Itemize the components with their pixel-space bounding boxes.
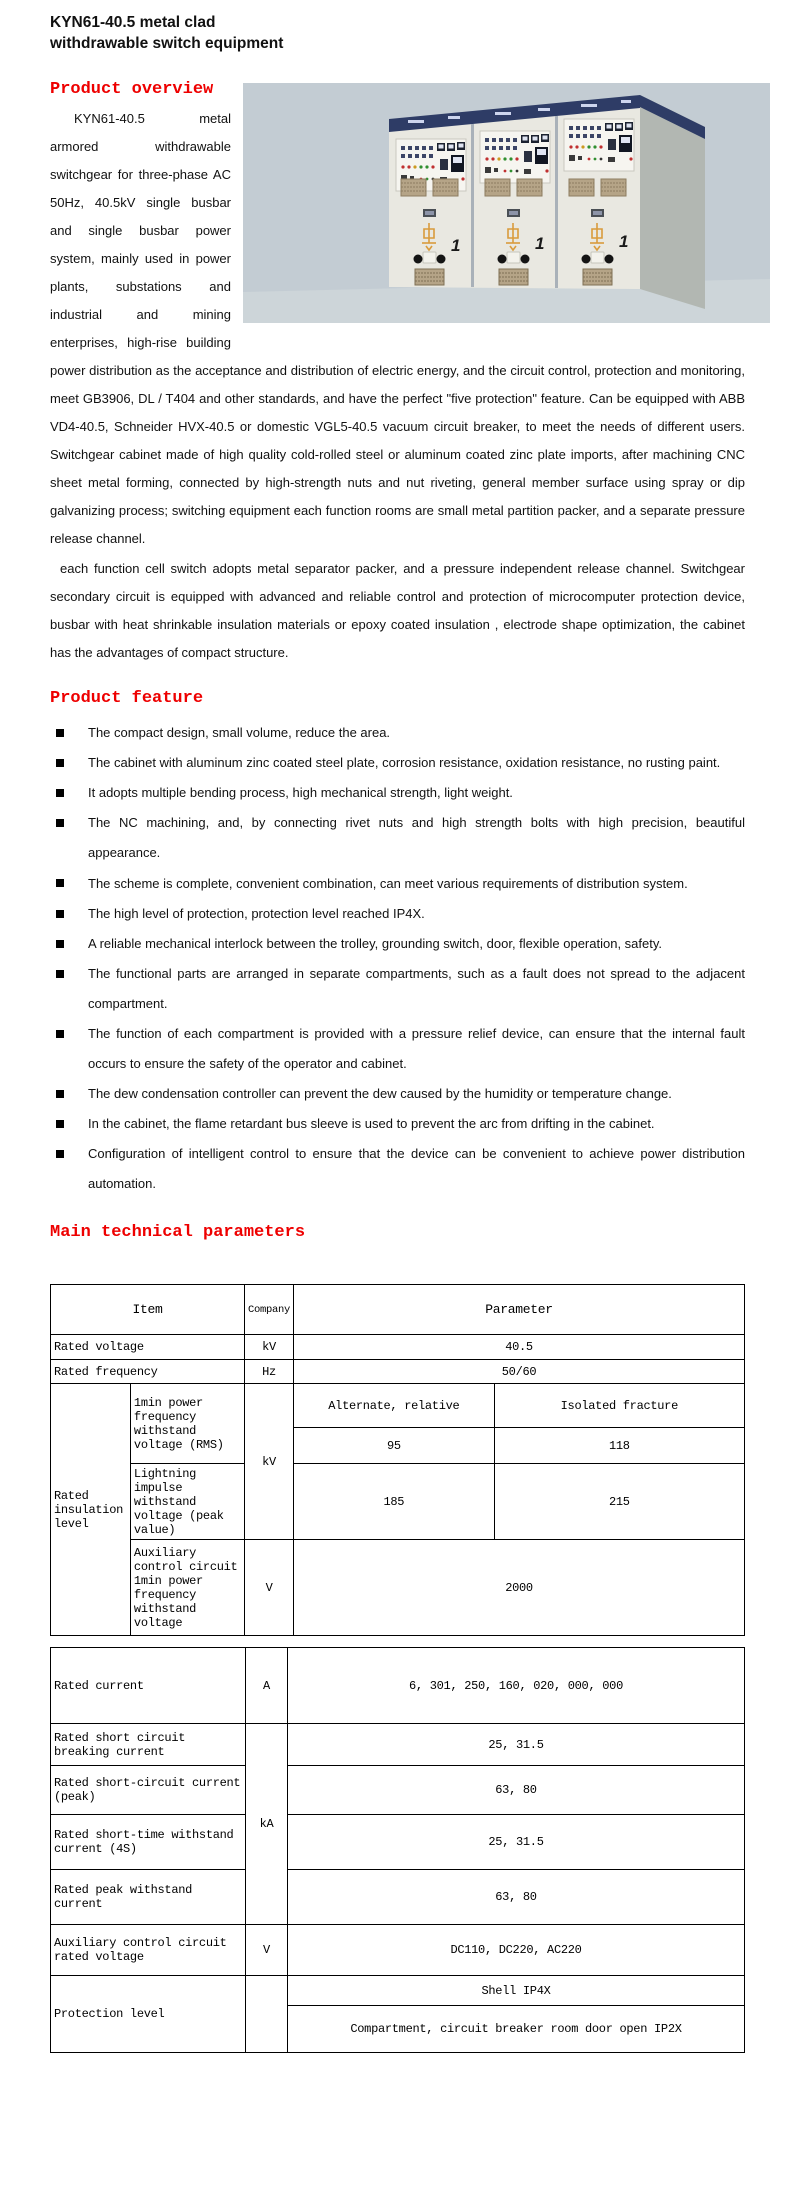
overview-paragraph-1: KYN61-40.5 metal armored withdrawable switchgear for three-phase AC 50Hz, 40.5kV single busbar and single busbar power system, mainly used in power plants, substations and industrial and mining enterprises, high-rise building power distribution as the acceptance and distribution of electric energy, and the circuit control, protection and monitoring, meet GB3906, DL / T404 and other standards, and have the perfect "five protection" feature. Can be equipped with ABB VD4-40.5, Schneider HVX-40.5 or domestic VGL5-40.5 vacuum circuit breaker, to meet the needs of different users. Switchgear cabinet made of high quality cold-rolled steel or aluminum coated zinc plate imports, after machining CNC sheet metal forming, connected by high-strength nuts and nut riveting, general member surface using spray or dip galvanizing process; switching equipment each function rooms are small metal partition packer, and a separate pressure release channel. bbox=[50, 111, 745, 546]
cell-withstand-current-value: 25, 31.5 bbox=[288, 1815, 745, 1870]
feature-item-label: The high level of protection, protection level reached IP4X. bbox=[88, 906, 425, 921]
bullet-square-icon bbox=[56, 940, 64, 948]
product-photo bbox=[243, 83, 770, 323]
cabinet-number-label: 1 bbox=[535, 234, 545, 253]
feature-item bbox=[54, 1079, 745, 1109]
cell-aux-voltage-value: DC110, DC220, AC220 bbox=[288, 1925, 745, 1976]
feature-item bbox=[54, 959, 745, 1019]
feature-item-label: In the cabinet, the flame retardant bus sleeve is used to prevent the arc from drifting in the cabinet. bbox=[88, 1116, 655, 1131]
cell-rms-isolated: 118 bbox=[494, 1428, 744, 1464]
bullet-square-icon bbox=[56, 1120, 64, 1128]
cell-aux-voltage: Auxiliary control circuit rated voltage bbox=[51, 1925, 246, 1976]
cell-peak-current-value: 63, 80 bbox=[288, 1766, 745, 1815]
parameters-table-2 bbox=[50, 1647, 745, 2053]
cell-breaking-current-value: 25, 31.5 bbox=[288, 1724, 745, 1766]
cell-protection-unit-empty bbox=[246, 1976, 288, 2053]
cell-peak-current: Rated short-circuit current (peak) bbox=[51, 1766, 246, 1815]
cell-insulation-aux: Auxiliary control circuit 1min power frequency withstand voltage bbox=[130, 1540, 244, 1636]
cell-rated-current-value: 6, 301, 250, 160, 020, 000, 000 bbox=[288, 1648, 745, 1724]
cell-insulation-label: Rated insulation level bbox=[51, 1384, 131, 1636]
page-title-line1: KYN61-40.5 metal clad bbox=[50, 14, 216, 31]
header-company: Company bbox=[245, 1285, 294, 1335]
header-item: Item bbox=[51, 1285, 245, 1335]
cell-insulation-impulse: Lightning impulse withstand voltage (peak value) bbox=[130, 1464, 244, 1540]
feature-item-label: The NC machining, and, by connecting rivet nuts and high strength bolts with high precision, beautiful appearance. bbox=[88, 815, 745, 860]
bullet-square-icon bbox=[56, 970, 64, 978]
cell-rated-voltage-unit: kV bbox=[245, 1335, 294, 1360]
bullet-square-icon bbox=[56, 1150, 64, 1158]
overview-body bbox=[50, 105, 745, 667]
feature-item bbox=[54, 1109, 745, 1139]
cell-col-isolated: Isolated fracture bbox=[494, 1384, 744, 1428]
section-heading-overview: Product overview bbox=[50, 80, 214, 99]
feature-item bbox=[54, 868, 745, 899]
cell-rated-frequency-value: 50/60 bbox=[294, 1360, 745, 1384]
bullet-square-icon bbox=[56, 789, 64, 797]
feature-item-label: The scheme is complete, convenient combination, can meet various requirements of distribution system. bbox=[88, 876, 688, 891]
page-title-line2: withdrawable switch equipment bbox=[50, 35, 284, 52]
overview-paragraph-2: each function cell switch adopts metal separator packer, and a pressure independent release channel. Switchgear secondary circuit is equipped with advanced and reliable control and protection of microcomputer protection device, busbar with heat shrinkable insulation materials or epoxy coated insulation , electrode shape optimization, the cabinet has the advantages of compact structure. bbox=[50, 561, 745, 660]
feature-item-label: The cabinet with aluminum zinc coated steel plate, corrosion resistance, oxidation resistance, no rusting paint. bbox=[88, 755, 721, 770]
bullet-square-icon bbox=[56, 1090, 64, 1098]
feature-item bbox=[54, 1139, 745, 1199]
cell-breaking-current: Rated short circuit breaking current bbox=[51, 1724, 246, 1766]
page-title bbox=[50, 12, 745, 54]
cabinet-number-label: 1 bbox=[451, 236, 461, 255]
cell-aux-voltage-unit: V bbox=[246, 1925, 288, 1976]
cell-rated-voltage: Rated voltage bbox=[51, 1335, 245, 1360]
feature-item bbox=[54, 748, 745, 778]
cell-protection-compartment: Compartment, circuit breaker room door open IP2X bbox=[350, 2022, 682, 2036]
cell-withstand-current: Rated short-time withstand current (4S) bbox=[51, 1815, 246, 1870]
cell-aux-value: 2000 bbox=[294, 1540, 745, 1636]
cell-rated-frequency-unit: Hz bbox=[245, 1360, 294, 1384]
feature-item bbox=[54, 718, 745, 748]
cell-impulse-isolated: 215 bbox=[494, 1464, 744, 1540]
cell-rms-alternate: 95 bbox=[294, 1428, 495, 1464]
feature-item bbox=[54, 808, 745, 868]
feature-item bbox=[54, 929, 745, 959]
bullet-square-icon bbox=[56, 910, 64, 918]
cell-peak-withstand-value: 63, 80 bbox=[288, 1870, 745, 1925]
cell-protection-level: Protection level bbox=[51, 1976, 246, 2053]
cell-ka-unit: kA bbox=[246, 1724, 288, 1925]
feature-list bbox=[50, 718, 745, 1199]
cell-rated-frequency: Rated frequency bbox=[51, 1360, 245, 1384]
cabinet-number-label: 1 bbox=[619, 232, 629, 251]
feature-item-label: The function of each compartment is provided with a pressure relief device, can ensure that the internal fault occurs to ensure the safety of the operator and cabinet. bbox=[88, 1026, 745, 1071]
feature-item bbox=[54, 1019, 745, 1079]
cell-insulation-rms: 1min power frequency withstand voltage (RMS) bbox=[130, 1384, 244, 1464]
cell-peak-withstand: Rated peak withstand current bbox=[51, 1870, 246, 1925]
bullet-square-icon bbox=[56, 819, 64, 827]
header-parameter: Parameter bbox=[294, 1285, 745, 1335]
feature-item bbox=[54, 778, 745, 808]
cell-impulse-alternate: 185 bbox=[294, 1464, 495, 1540]
feature-item-label: A reliable mechanical interlock between the trolley, grounding switch, door, flexible operation, safety. bbox=[88, 936, 663, 951]
bullet-square-icon bbox=[56, 1030, 64, 1038]
bullet-square-icon bbox=[56, 759, 64, 767]
cell-aux-v-unit: V bbox=[245, 1540, 294, 1636]
cell-protection-shell: Shell IP4X bbox=[288, 1976, 745, 2006]
bullet-square-icon bbox=[56, 879, 64, 887]
bullet-square-icon bbox=[56, 729, 64, 737]
feature-item-label: The compact design, small volume, reduce the area. bbox=[88, 725, 391, 740]
feature-item-label: The dew condensation controller can prevent the dew caused by the humidity or temperature change. bbox=[88, 1086, 672, 1101]
section-heading-parameters: Main technical parameters bbox=[50, 1223, 306, 1242]
cell-insulation-kv-unit: kV bbox=[245, 1384, 294, 1540]
feature-item-label: Configuration of intelligent control to ensure that the device can be convenient to achieve power distribution automation. bbox=[88, 1146, 745, 1191]
feature-item-label: It adopts multiple bending process, high mechanical strength, light weight. bbox=[88, 785, 513, 800]
feature-item bbox=[54, 899, 745, 929]
document-page bbox=[50, 0, 745, 2053]
parameters-table-1 bbox=[50, 1284, 745, 1636]
cell-rated-voltage-value: 40.5 bbox=[294, 1335, 745, 1360]
cell-rated-current-unit: A bbox=[246, 1648, 288, 1724]
section-heading-feature: Product feature bbox=[50, 689, 204, 708]
feature-item-label: The functional parts are arranged in separate compartments, such as a fault does not spread to the adjacent compartment. bbox=[88, 966, 745, 1011]
cell-rated-current: Rated current bbox=[51, 1648, 246, 1724]
cell-col-alternate: Alternate, relative bbox=[294, 1384, 495, 1428]
